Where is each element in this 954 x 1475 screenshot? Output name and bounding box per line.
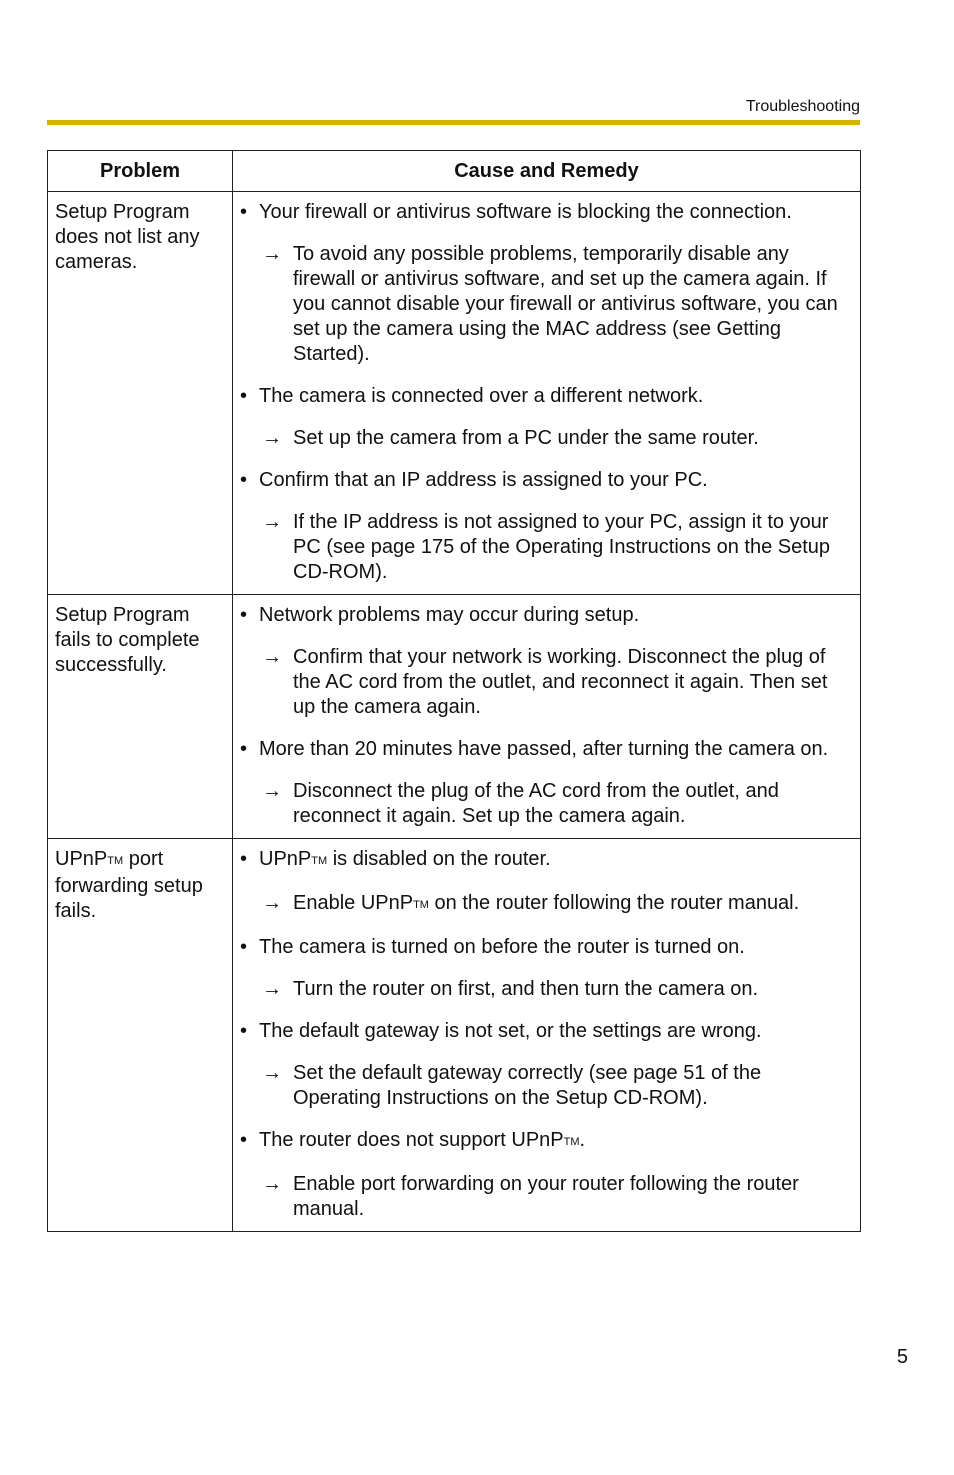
remedy-item — [239, 242, 850, 367]
bullet-icon: • — [240, 848, 248, 870]
arrow-right-icon: → — [262, 892, 282, 914]
troubleshooting-table — [47, 150, 861, 1232]
trademark-mark: TM — [413, 899, 429, 911]
table-row — [48, 595, 861, 839]
cause-text: is disabled on the router. — [327, 848, 551, 870]
remedy-item — [239, 1172, 850, 1222]
remedy-text: Enable UPnP — [293, 892, 414, 914]
cause-item — [239, 935, 850, 960]
bullet-icon: • — [240, 738, 248, 760]
upnp-text: UPnP — [259, 848, 312, 870]
table-row — [48, 839, 861, 1232]
cause-text: The camera is connected over a different network. — [259, 385, 704, 407]
cause-item — [239, 200, 850, 225]
remedy-item — [239, 891, 850, 918]
trademark-mark: TM — [311, 855, 328, 867]
table-header-row — [48, 151, 861, 192]
cause-text: Confirm that an IP address is assigned to your PC. — [259, 469, 708, 491]
cause-text: The camera is turned on before the router is turned on. — [259, 936, 745, 958]
remedy-text: on the router following the router manual. — [428, 892, 800, 914]
remedy-item — [239, 426, 850, 451]
cause-remedy-cell — [233, 595, 861, 839]
remedy-text: Turn the router on first, and then turn the camera on. — [293, 978, 759, 1000]
arrow-right-icon: → — [262, 978, 282, 1000]
trademark-mark: TM — [107, 855, 124, 867]
problem-cell: Setup Program fails to complete successfully. — [48, 595, 233, 839]
cause-item — [239, 468, 850, 493]
bullet-icon: • — [240, 1129, 248, 1151]
remedy-item — [239, 510, 850, 585]
cause-text: The router does not support UPnP — [259, 1129, 564, 1151]
problem-cell: Setup Program does not list any cameras. — [48, 192, 233, 595]
remedy-item — [239, 645, 850, 720]
cause-item — [239, 1019, 850, 1044]
remedy-text: Set up the camera from a PC under the same router. — [293, 427, 759, 449]
bullet-icon: • — [240, 1020, 248, 1042]
remedy-item — [239, 1061, 850, 1111]
arrow-right-icon: → — [262, 511, 282, 533]
arrow-right-icon: → — [262, 427, 282, 449]
cause-text: . — [579, 1129, 586, 1151]
bullet-icon: • — [240, 604, 248, 626]
bullet-icon: • — [240, 201, 248, 223]
cause-item — [239, 384, 850, 409]
remedy-item — [239, 779, 850, 829]
table-row — [48, 192, 861, 595]
remedy-item — [239, 977, 850, 1002]
column-header-cause-remedy: Cause and Remedy — [233, 151, 861, 192]
page-number: 5 — [896, 1346, 908, 1368]
cause-item — [239, 1128, 850, 1155]
remedy-text: Confirm that your network is working. Disconnect the plug of the AC cord from the outlet, and reconnect it again. Then set up the camera again. — [293, 646, 828, 718]
upnp-text: UPnP — [55, 848, 108, 870]
arrow-right-icon: → — [262, 780, 282, 802]
cause-remedy-cell — [233, 192, 861, 595]
cause-item — [239, 603, 850, 628]
remedy-text: Disconnect the plug of the AC cord from the outlet, and reconnect it again. Set up the camera again. — [293, 780, 779, 827]
problem-text: port forwarding setup fails. — [55, 848, 203, 922]
arrow-right-icon: → — [262, 1173, 282, 1195]
remedy-text: To avoid any possible problems, temporarily disable any firewall or antivirus software, and set up the camera again. If you cannot disable your firewall or antivirus software, you can set up the camera using the MAC address (see Getting Started). — [293, 243, 838, 365]
cause-text: Your firewall or antivirus software is blocking the connection. — [259, 201, 792, 223]
trademark-mark: TM — [563, 1136, 580, 1148]
cause-text: Network problems may occur during setup. — [259, 604, 640, 626]
remedy-text: If the IP address is not assigned to your PC, assign it to your PC (see page 175 of the Operating Instructions on the Setup CD-ROM). — [293, 511, 831, 583]
remedy-text: Enable port forwarding on your router following the router manual. — [293, 1173, 799, 1220]
arrow-right-icon: → — [262, 1062, 282, 1084]
column-header-problem: Problem — [48, 151, 233, 192]
cause-text: The default gateway is not set, or the settings are wrong. — [259, 1020, 762, 1042]
bullet-icon: • — [240, 385, 248, 407]
arrow-right-icon: → — [262, 243, 282, 265]
arrow-right-icon: → — [262, 646, 282, 668]
bullet-icon: • — [240, 936, 248, 958]
bullet-icon: • — [240, 469, 248, 491]
remedy-text: Set the default gateway correctly (see page 51 of the Operating Instructions on the Setup CD-ROM). — [293, 1062, 762, 1109]
cause-remedy-cell — [233, 839, 861, 1232]
header-rule — [47, 120, 860, 125]
cause-item — [239, 737, 850, 762]
problem-cell — [48, 839, 233, 1232]
cause-text: More than 20 minutes have passed, after turning the camera on. — [259, 738, 829, 760]
section-header-label: Troubleshooting — [745, 98, 860, 115]
cause-item — [239, 847, 850, 874]
